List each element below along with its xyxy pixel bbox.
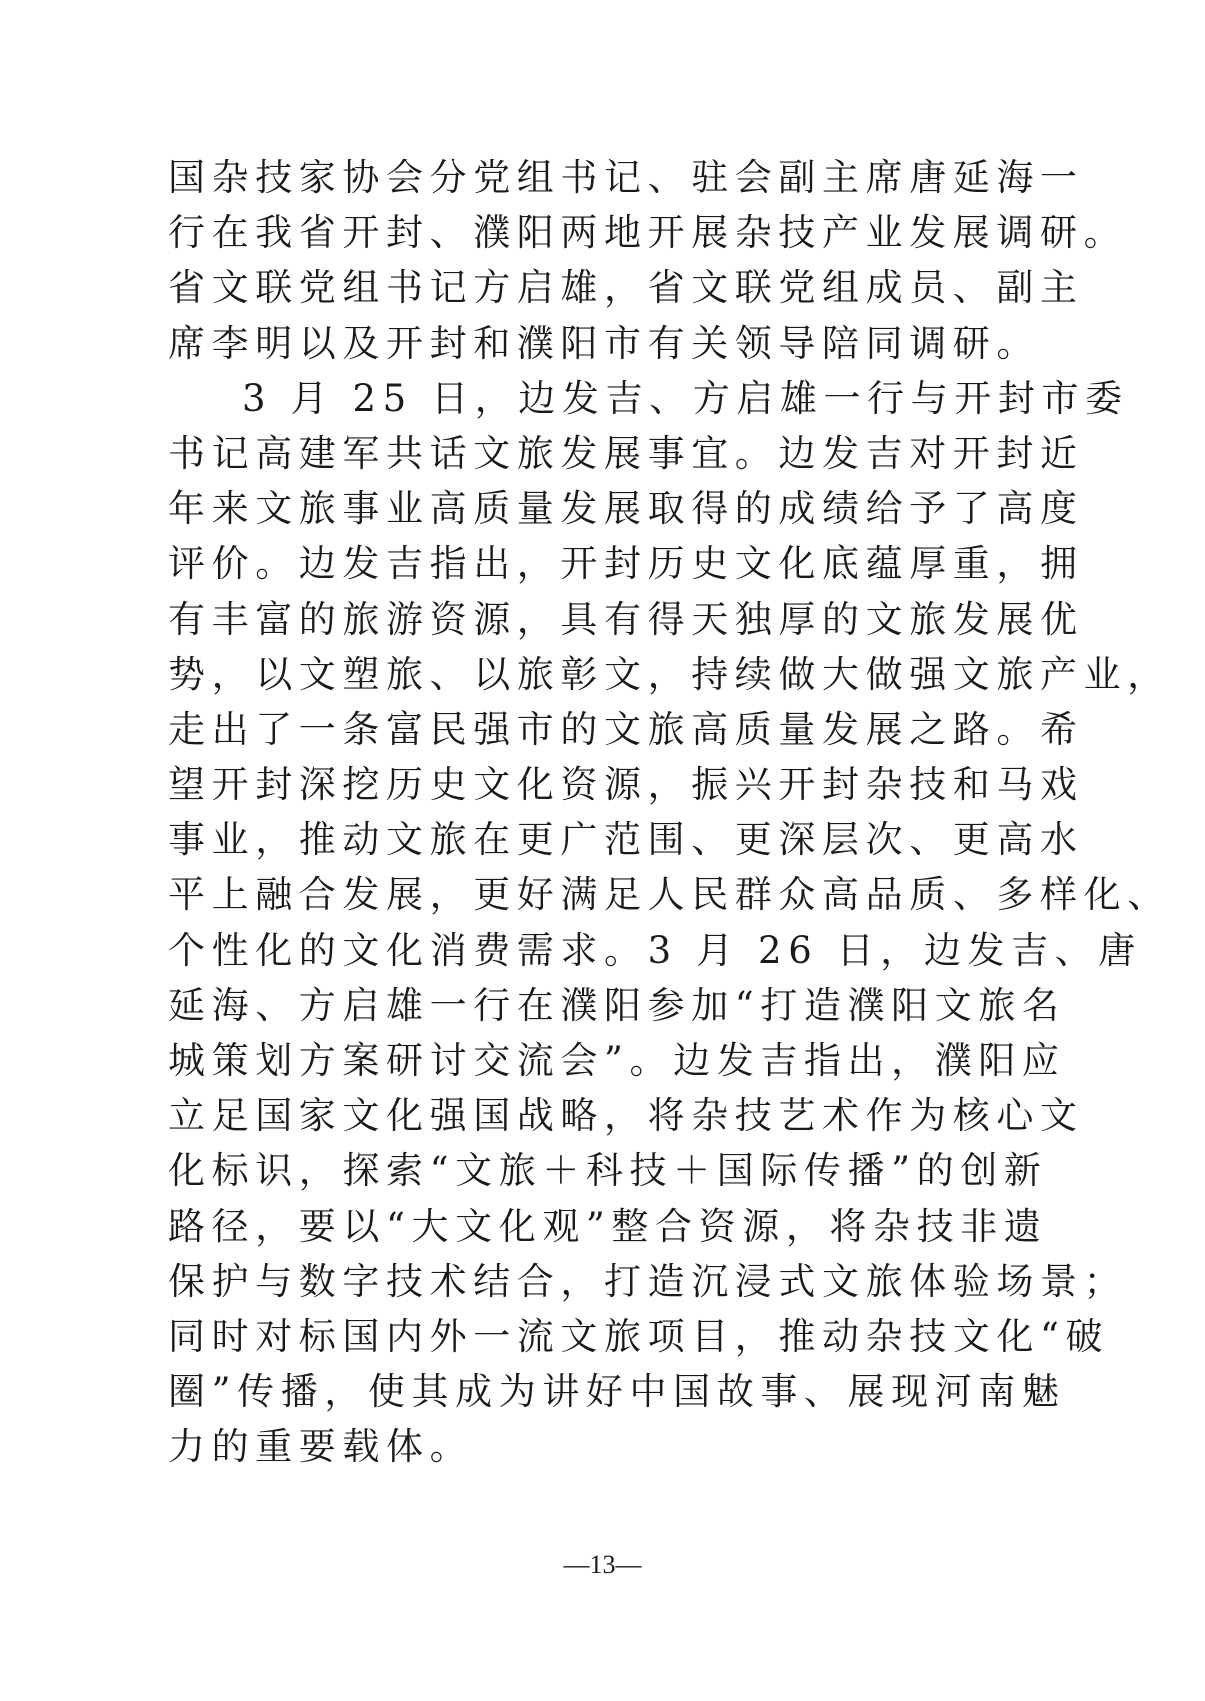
text-line: 同时对标国内外一流文旅项目，推动杂技文化“破 [168, 1314, 1110, 1358]
text-line: 平上融合发展，更好满足人民群众高品质、多样化、 [168, 873, 1171, 917]
text-line: 事业，推动文旅在更广范围、更深层次、更高水 [168, 818, 1084, 862]
paragraph-1 [168, 150, 1128, 371]
text-line: 城策划方案研讨交流会”。边发吉指出，濮阳应 [168, 1039, 1066, 1082]
text-line: 力的重要载体。 [168, 1425, 474, 1469]
text-line: 省文联党组书记方启雄，省文联党组成员、副主 [168, 266, 1084, 310]
paragraph-2 [168, 371, 1171, 1475]
page-number: —13— [563, 1550, 642, 1579]
text-line: 势，以文塑旅、以旅彰文，持续做大做强文旅产业， [168, 652, 1171, 696]
text-line: 保护与数字技术结合，打造沉浸式文旅体验场景； [168, 1259, 1128, 1303]
text-line: 化标识，探索“文旅＋科技＋国际传播”的创新 [168, 1149, 1048, 1193]
text-line: 圈”传播，使其成为讲好中国故事、展现河南魅 [168, 1370, 1066, 1414]
body-text [168, 150, 1171, 1475]
text-line: 望开封深挖历史文化资源，振兴开封杂技和马戏 [168, 763, 1084, 807]
text-line: 书记高建军共话文旅发展事宜。边发吉对开封近 [168, 431, 1084, 475]
text-line: 路径，要以“大文化观”整合资源，将杂技非遗 [168, 1204, 1048, 1248]
text-line: 年来文旅事业高质量发展取得的成绩给予了高度 [168, 487, 1084, 531]
text-line: 走出了一条富民强市的文旅高质量发展之路。希 [168, 707, 1084, 751]
text-line: 行在我省开封、濮阳两地开展杂技产业发展调研。 [168, 211, 1128, 255]
text-line: 延海、方启雄一行在濮阳参加“打造濮阳文旅名 [168, 983, 1066, 1027]
text-line: 立足国家文化强国战略，将杂技艺术作为核心文 [168, 1094, 1084, 1138]
text-line: 国杂技家协会分党组书记、驻会副主席唐延海一 [168, 156, 1084, 199]
text-line: 有丰富的旅游资源，具有得天独厚的文旅发展优 [168, 597, 1084, 641]
text-line: 评价。边发吉指出，开封历史文化底蕴厚重，拥 [168, 542, 1084, 586]
text-line: 席李明以及开封和濮阳市有关领导陪同调研。 [168, 321, 1040, 365]
text-line: 个性化的文化消费需求。3 月 26 日，边发吉、唐 [168, 928, 1142, 972]
text-line: 3 月 25 日，边发吉、方启雄一行与开封市委 [242, 376, 1129, 420]
